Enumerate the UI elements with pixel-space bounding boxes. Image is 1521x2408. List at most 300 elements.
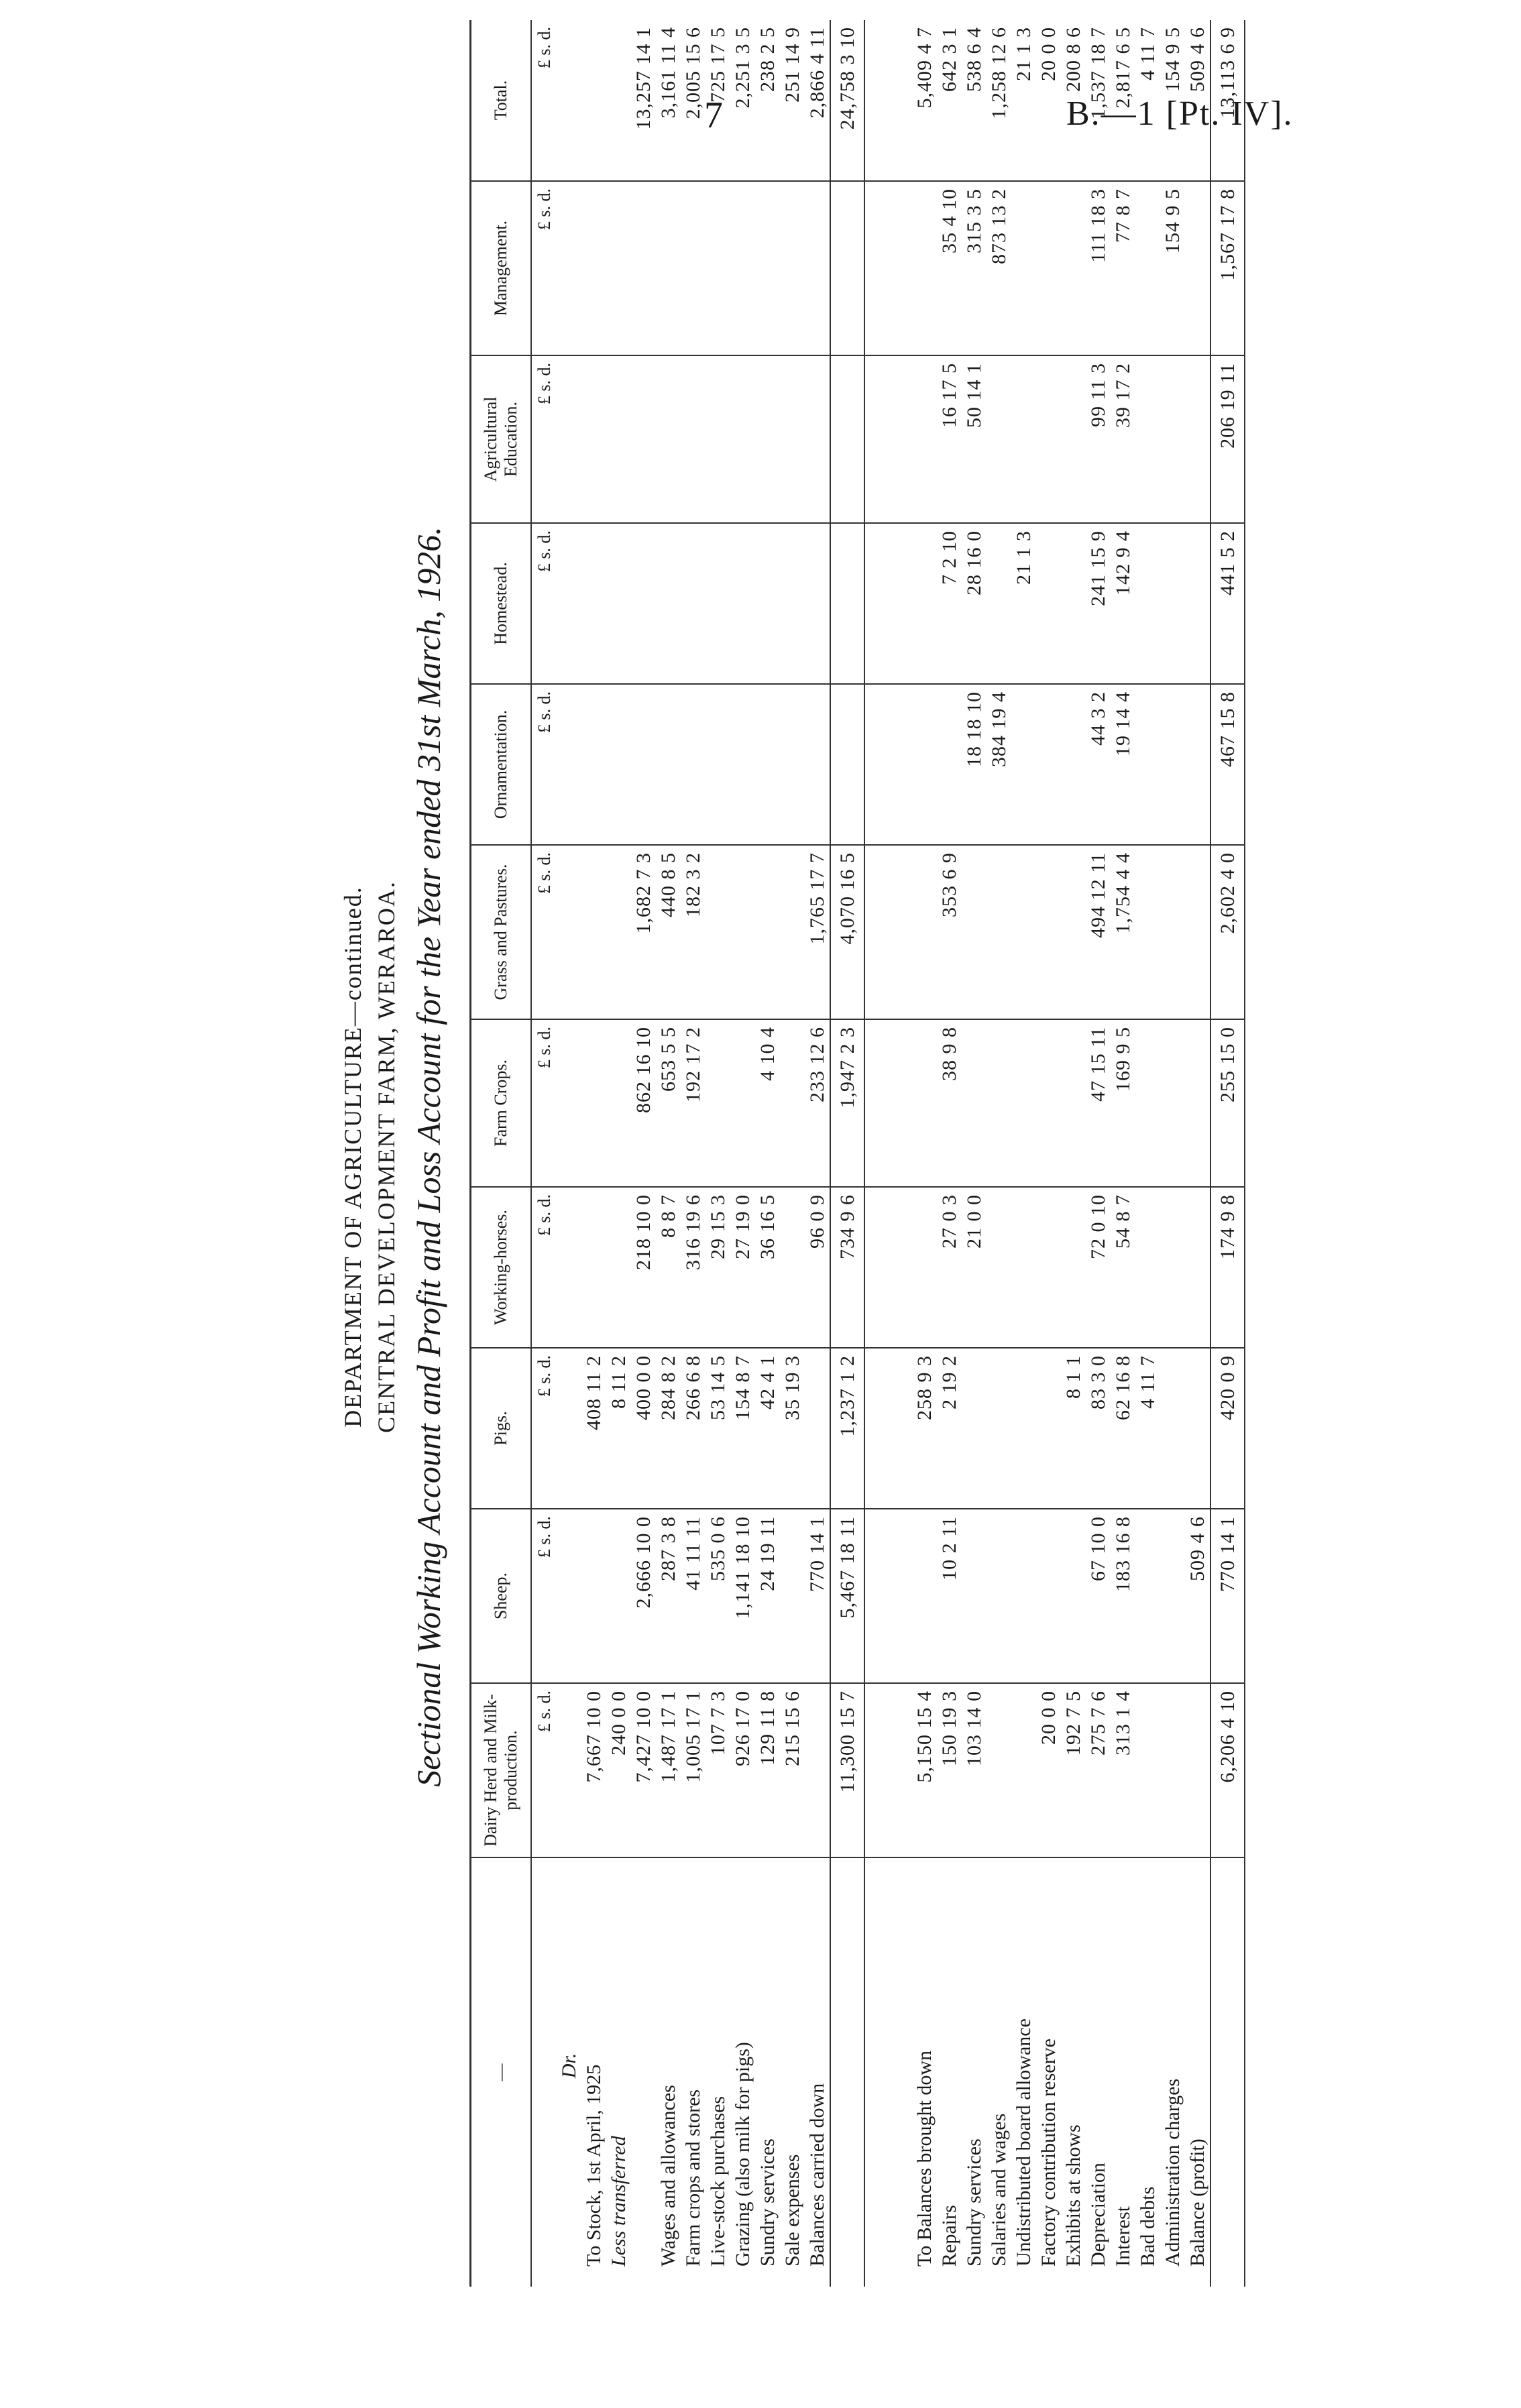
amount-cell xyxy=(1160,1019,1185,1187)
currency-units: £ s. d. xyxy=(531,845,557,1019)
currency-units: £ s. d. xyxy=(531,1187,557,1348)
amount-cell: 8 8 7 xyxy=(656,1187,681,1348)
empty-cell xyxy=(557,845,581,1019)
amount-cell xyxy=(1011,684,1036,845)
amount-cell xyxy=(912,355,937,523)
amount-cell: 50 14 1 xyxy=(962,355,987,523)
table-row xyxy=(681,20,706,2287)
amount-cell xyxy=(912,684,937,845)
amount-cell xyxy=(780,1187,805,1348)
amount-cell xyxy=(606,1019,631,1187)
amount-cell xyxy=(730,1019,755,1187)
amount-cell xyxy=(706,845,730,1019)
amount-cell xyxy=(581,1509,606,1683)
amount-cell xyxy=(1061,1187,1086,1348)
spacer-cell xyxy=(864,1019,912,1187)
amount-cell xyxy=(780,523,805,684)
amount-cell xyxy=(987,1509,1011,1683)
amount-cell: 2,866 4 11 xyxy=(805,20,830,181)
total-row xyxy=(1210,20,1245,2287)
table-row xyxy=(780,20,805,2287)
amount-cell xyxy=(1185,684,1210,845)
amount-cell xyxy=(706,523,730,684)
amount-cell xyxy=(1135,1509,1160,1683)
amount-cell: 3,161 11 4 xyxy=(656,20,681,181)
amount-cell xyxy=(1160,1683,1185,1857)
amount-cell xyxy=(606,523,631,684)
dr-label-cell xyxy=(557,1857,581,2287)
amount-cell: 169 9 5 xyxy=(1111,1019,1135,1187)
currency-units: £ s. d. xyxy=(531,355,557,523)
amount-cell: 41 11 11 xyxy=(681,1509,706,1683)
empty-cell xyxy=(557,20,581,181)
column-header: Total. xyxy=(471,20,532,181)
row-label: Less transferred xyxy=(608,2136,630,2267)
amount-cell xyxy=(1135,181,1160,355)
amount-cell: 408 11 2 xyxy=(581,1348,606,1509)
amount-cell: 42 4 1 xyxy=(755,1348,780,1509)
amount-cell xyxy=(1036,845,1061,1019)
currency-units-row xyxy=(531,20,557,2287)
amount-cell: 103 14 0 xyxy=(962,1683,987,1857)
amount-cell xyxy=(987,1348,1011,1509)
amount-cell: 150 19 3 xyxy=(937,1683,962,1857)
amount-cell: 53 14 5 xyxy=(706,1348,730,1509)
amount-cell: 67 10 0 xyxy=(1086,1509,1111,1683)
table-row xyxy=(656,20,681,2287)
row-label: To Stock, 1st April, 1925 xyxy=(583,2064,605,2267)
amount-cell xyxy=(780,1509,805,1683)
amount-cell xyxy=(1061,1509,1086,1683)
amount-cell xyxy=(1011,181,1036,355)
amount-cell xyxy=(1011,845,1036,1019)
amount-cell: 509 4 6 xyxy=(1185,1509,1210,1683)
empty-cell xyxy=(557,1348,581,1509)
table-row xyxy=(1135,20,1160,2287)
total-amount-cell: 1,237 1 2 xyxy=(830,1348,864,1509)
amount-cell: 538 6 4 xyxy=(962,20,987,181)
amount-cell xyxy=(755,355,780,523)
amount-cell: 535 0 6 xyxy=(706,1509,730,1683)
amount-cell: 192 17 2 xyxy=(681,1019,706,1187)
amount-cell xyxy=(912,1019,937,1187)
spacer-cell xyxy=(864,1187,912,1348)
row-label: Farm crops and stores xyxy=(682,2089,704,2267)
amount-cell xyxy=(962,1348,987,1509)
amount-cell: 1,141 18 10 xyxy=(730,1509,755,1683)
amount-cell: 240 0 0 xyxy=(606,1683,631,1857)
amount-cell xyxy=(1036,684,1061,845)
amount-cell xyxy=(1185,845,1210,1019)
amount-cell xyxy=(581,1019,606,1187)
amount-cell: 99 11 3 xyxy=(1086,355,1111,523)
amount-cell xyxy=(805,523,830,684)
amount-cell: 154 9 5 xyxy=(1160,181,1185,355)
amount-cell: 275 7 6 xyxy=(1086,1683,1111,1857)
spacer-cell xyxy=(864,181,912,355)
row-label: Depreciation xyxy=(1087,2163,1109,2267)
amount-cell xyxy=(1185,181,1210,355)
amount-cell: 7,427 10 0 xyxy=(631,1683,656,1857)
amount-cell: 182 3 2 xyxy=(681,845,706,1019)
row-label: To Balances brought down xyxy=(913,2050,936,2267)
amount-cell: 2,251 3 5 xyxy=(730,20,755,181)
amount-cell xyxy=(1160,1187,1185,1348)
amount-cell xyxy=(1011,355,1036,523)
amount-cell xyxy=(805,1348,830,1509)
empty-cell xyxy=(557,1187,581,1348)
amount-cell: 39 17 2 xyxy=(1111,355,1135,523)
amount-cell: 1,537 18 7 xyxy=(1086,20,1111,181)
amount-cell xyxy=(987,1187,1011,1348)
dr-label-row xyxy=(557,20,581,2287)
table-row xyxy=(962,20,987,2287)
amount-cell: 5,409 4 7 xyxy=(912,20,937,181)
currency-units: £ s. d. xyxy=(531,684,557,845)
amount-cell xyxy=(1036,181,1061,355)
amount-cell: 4 11 7 xyxy=(1135,20,1160,181)
amount-cell xyxy=(1160,1509,1185,1683)
total-label-spacer xyxy=(830,1857,864,2287)
amount-cell: 653 5 5 xyxy=(656,1019,681,1187)
row-label xyxy=(631,1857,656,2287)
total-amount-cell: 2,602 4 0 xyxy=(1210,845,1245,1019)
amount-cell xyxy=(1036,1509,1061,1683)
amount-cell xyxy=(681,181,706,355)
rotated-page-content xyxy=(315,0,1521,2313)
amount-cell xyxy=(805,355,830,523)
total-amount-cell: 5,467 18 11 xyxy=(830,1509,864,1683)
amount-cell xyxy=(656,181,681,355)
amount-cell xyxy=(780,181,805,355)
total-label-spacer xyxy=(1210,1857,1245,2287)
amount-cell xyxy=(1185,523,1210,684)
amount-cell xyxy=(755,523,780,684)
amount-cell xyxy=(706,1019,730,1187)
amount-cell: 251 14 9 xyxy=(780,20,805,181)
currency-units: £ s. d. xyxy=(531,181,557,355)
amount-cell xyxy=(606,355,631,523)
amount-cell xyxy=(1061,684,1086,845)
amount-cell xyxy=(706,355,730,523)
amount-cell xyxy=(1135,523,1160,684)
column-header: — xyxy=(471,1857,532,2287)
row-label: Live-stock purchases xyxy=(707,2096,729,2267)
amount-cell xyxy=(987,1019,1011,1187)
amount-cell xyxy=(1135,684,1160,845)
amount-cell xyxy=(1185,355,1210,523)
total-amount-cell: 11,300 15 7 xyxy=(830,1683,864,1857)
table-row xyxy=(937,20,962,2287)
amount-cell: 20 0 0 xyxy=(1036,20,1061,181)
amount-cell: 400 0 0 xyxy=(631,1348,656,1509)
amount-cell: 28 16 0 xyxy=(962,523,987,684)
amount-cell xyxy=(1160,355,1185,523)
amount-cell: 35 19 3 xyxy=(780,1348,805,1509)
amount-cell: 862 16 10 xyxy=(631,1019,656,1187)
currency-units: £ s. d. xyxy=(531,1348,557,1509)
amount-cell xyxy=(1011,1509,1036,1683)
amount-cell: 21 0 0 xyxy=(962,1187,987,1348)
dr-label: Dr. xyxy=(558,2053,580,2079)
spacer-cell xyxy=(864,1857,912,2287)
document-reference: B.—1 [Pt. IV]. xyxy=(1066,95,1294,133)
amount-cell xyxy=(1160,523,1185,684)
amount-cell xyxy=(805,181,830,355)
amount-cell xyxy=(962,845,987,1019)
amount-cell xyxy=(780,1019,805,1187)
table-row xyxy=(606,20,631,2287)
amount-cell: 2,005 15 6 xyxy=(681,20,706,181)
amount-cell: 642 3 1 xyxy=(937,20,962,181)
amount-cell xyxy=(912,845,937,1019)
table-row xyxy=(1111,20,1135,2287)
amount-cell: 96 0 9 xyxy=(805,1187,830,1348)
spacer-cell xyxy=(864,845,912,1019)
amount-cell: 200 8 6 xyxy=(1061,20,1086,181)
amount-cell: 284 8 2 xyxy=(656,1348,681,1509)
row-label: Grazing (also milk for pigs) xyxy=(732,2042,754,2267)
amount-cell: 62 16 8 xyxy=(1111,1348,1135,1509)
amount-cell xyxy=(1036,1348,1061,1509)
amount-cell: 27 19 0 xyxy=(730,1187,755,1348)
amount-cell: 315 3 5 xyxy=(962,181,987,355)
empty-cell xyxy=(557,181,581,355)
amount-cell: 142 9 4 xyxy=(1111,523,1135,684)
amount-cell xyxy=(987,1683,1011,1857)
empty-cell xyxy=(557,523,581,684)
amount-cell: 72 0 10 xyxy=(1086,1187,1111,1348)
amount-cell xyxy=(987,523,1011,684)
total-amount-cell xyxy=(830,523,864,684)
amount-cell xyxy=(606,1187,631,1348)
amount-cell: 21 1 3 xyxy=(1011,523,1036,684)
total-amount-cell: 255 15 0 xyxy=(1210,1019,1245,1187)
column-header: Homestead. xyxy=(471,523,532,684)
amount-cell xyxy=(581,523,606,684)
amount-cell: 384 19 4 xyxy=(987,684,1011,845)
amount-cell: 154 9 5 xyxy=(1160,20,1185,181)
farm-title: CENTRAL DEVELOPMENT FARM, WERAROA. xyxy=(373,880,400,1433)
units-spacer xyxy=(531,1857,557,2287)
total-amount-cell: 13,113 6 9 xyxy=(1210,20,1245,181)
total-amount-cell: 420 0 9 xyxy=(1210,1348,1245,1509)
amount-cell xyxy=(1011,1683,1036,1857)
amount-cell xyxy=(1135,1019,1160,1187)
amount-cell xyxy=(1135,1683,1160,1857)
amount-cell: 770 14 1 xyxy=(805,1509,830,1683)
total-amount-cell: 467 15 8 xyxy=(1210,684,1245,845)
row-label: Wages and allowances xyxy=(657,2085,679,2267)
row-label: Balance (profit) xyxy=(1186,2138,1208,2267)
column-header: Sheep. xyxy=(471,1509,532,1683)
amount-cell xyxy=(730,181,755,355)
amount-cell xyxy=(805,684,830,845)
amount-cell xyxy=(681,684,706,845)
amount-cell: 8 11 2 xyxy=(606,1348,631,1509)
amount-cell: 2,666 10 0 xyxy=(631,1509,656,1683)
amount-cell xyxy=(1011,1187,1036,1348)
amount-cell: 154 8 7 xyxy=(730,1348,755,1509)
amount-cell: 19 14 4 xyxy=(1111,684,1135,845)
amount-cell: 24 19 11 xyxy=(755,1509,780,1683)
empty-cell xyxy=(557,1019,581,1187)
row-label: Exhibits at shows xyxy=(1062,2124,1084,2267)
amount-cell: 107 7 3 xyxy=(706,1683,730,1857)
amount-cell: 1,487 17 1 xyxy=(656,1683,681,1857)
spacer-row xyxy=(864,20,912,2287)
department-title: DEPARTMENT OF AGRICULTURE—continued. xyxy=(339,886,366,1428)
amount-cell xyxy=(730,845,755,1019)
amount-cell xyxy=(581,355,606,523)
amount-cell xyxy=(912,1187,937,1348)
amount-cell xyxy=(1061,845,1086,1019)
amount-cell xyxy=(987,355,1011,523)
row-label: Interest xyxy=(1112,2206,1134,2267)
amount-cell xyxy=(606,684,631,845)
column-header: Agricultural Education. xyxy=(471,355,532,523)
amount-cell: 2 19 2 xyxy=(937,1348,962,1509)
total-amount-cell: 24,758 3 10 xyxy=(830,20,864,181)
total-amount-cell xyxy=(830,181,864,355)
table-row xyxy=(730,20,755,2287)
amount-cell xyxy=(1185,1187,1210,1348)
amount-cell: 129 11 8 xyxy=(755,1683,780,1857)
spacer-cell xyxy=(864,684,912,845)
total-amount-cell: 1,947 2 3 xyxy=(830,1019,864,1187)
column-header: Pigs. xyxy=(471,1348,532,1509)
spacer-cell xyxy=(864,1683,912,1857)
amount-cell xyxy=(631,181,656,355)
empty-cell xyxy=(557,355,581,523)
empty-cell xyxy=(557,684,581,845)
row-label: Sundry services xyxy=(963,2138,985,2267)
row-label: Balances carried down xyxy=(806,2083,828,2267)
amount-cell: 258 9 3 xyxy=(912,1348,937,1509)
amount-cell: 287 3 8 xyxy=(656,1509,681,1683)
amount-cell xyxy=(1185,1348,1210,1509)
spacer-cell xyxy=(864,355,912,523)
amount-cell: 8 1 1 xyxy=(1061,1348,1086,1509)
amount-cell xyxy=(1061,523,1086,684)
amount-cell xyxy=(1036,355,1061,523)
total-amount-cell: 1,567 17 8 xyxy=(1210,181,1245,355)
amount-cell: 83 3 0 xyxy=(1086,1348,1111,1509)
currency-units: £ s. d. xyxy=(531,1019,557,1187)
amount-cell: 509 4 6 xyxy=(1185,20,1210,181)
amount-cell: 215 15 6 xyxy=(780,1683,805,1857)
table-row xyxy=(1185,20,1210,2287)
amount-cell xyxy=(912,181,937,355)
amount-cell: 183 16 8 xyxy=(1111,1509,1135,1683)
amount-cell xyxy=(606,845,631,1019)
table-row xyxy=(755,20,780,2287)
currency-units: £ s. d. xyxy=(531,20,557,181)
amount-cell: 4 11 7 xyxy=(1135,1348,1160,1509)
amount-cell xyxy=(681,355,706,523)
table-row xyxy=(1061,20,1086,2287)
amount-cell xyxy=(581,20,606,181)
column-header: Farm Crops. xyxy=(471,1019,532,1187)
page-number: 7 xyxy=(704,95,723,136)
amount-cell xyxy=(912,1509,937,1683)
amount-cell xyxy=(1011,1019,1036,1187)
row-label: Administration charges xyxy=(1162,2078,1184,2267)
amount-cell: 2,817 6 5 xyxy=(1111,20,1135,181)
amount-cell: 21 1 3 xyxy=(1011,20,1036,181)
empty-cell xyxy=(557,1683,581,1857)
row-label: Sundry services xyxy=(756,2138,779,2267)
amount-cell: 926 17 0 xyxy=(730,1683,755,1857)
amount-cell xyxy=(1160,845,1185,1019)
amount-cell xyxy=(656,523,681,684)
table-row xyxy=(912,20,937,2287)
amount-cell: 47 15 11 xyxy=(1086,1019,1111,1187)
amount-cell: 1,005 17 1 xyxy=(681,1683,706,1857)
table-row xyxy=(987,20,1011,2287)
amount-cell xyxy=(581,181,606,355)
amount-cell xyxy=(581,845,606,1019)
total-amount-cell: 770 14 1 xyxy=(1210,1509,1245,1683)
row-label: Repairs xyxy=(938,2205,960,2267)
amount-cell xyxy=(1036,1019,1061,1187)
amount-cell: 7 2 10 xyxy=(937,523,962,684)
amount-cell: 7,667 10 0 xyxy=(581,1683,606,1857)
amount-cell: 873 13 2 xyxy=(987,181,1011,355)
amount-cell xyxy=(755,181,780,355)
amount-cell xyxy=(780,684,805,845)
amount-cell xyxy=(1185,1683,1210,1857)
amount-cell xyxy=(962,1019,987,1187)
amount-cell xyxy=(1061,355,1086,523)
amount-cell xyxy=(730,355,755,523)
row-label: Undistributed board allowance xyxy=(1013,2018,1035,2267)
column-header: Grass and Pastures. xyxy=(471,845,532,1019)
amount-cell: 266 6 8 xyxy=(681,1348,706,1509)
amount-cell xyxy=(730,684,755,845)
amount-cell xyxy=(1160,684,1185,845)
amount-cell xyxy=(1135,1187,1160,1348)
amount-cell: 1,765 17 7 xyxy=(805,845,830,1019)
amount-cell xyxy=(1061,181,1086,355)
amount-cell: 10 2 11 xyxy=(937,1509,962,1683)
amount-cell xyxy=(681,523,706,684)
amount-cell xyxy=(1036,523,1061,684)
total-amount-cell xyxy=(830,355,864,523)
amount-cell: 4 10 4 xyxy=(755,1019,780,1187)
amount-cell: 241 15 9 xyxy=(1086,523,1111,684)
account-title: Sectional Working Account and Profit and Loss Account for the Year ended 31st March, 1926. xyxy=(410,526,447,1787)
table-row xyxy=(1011,20,1036,2287)
amount-cell xyxy=(780,845,805,1019)
amount-cell xyxy=(1185,1019,1210,1187)
empty-cell xyxy=(557,1509,581,1683)
amount-cell: 218 10 0 xyxy=(631,1187,656,1348)
amount-cell: 725 17 5 xyxy=(706,20,730,181)
amount-cell: 44 3 2 xyxy=(1086,684,1111,845)
column-header: Working-horses. xyxy=(471,1187,532,1348)
currency-units: £ s. d. xyxy=(531,1509,557,1683)
amount-cell xyxy=(606,181,631,355)
amount-cell xyxy=(912,523,937,684)
table-row xyxy=(581,20,606,2287)
total-amount-cell: 441 5 2 xyxy=(1210,523,1245,684)
amount-cell xyxy=(780,355,805,523)
amount-cell xyxy=(1135,355,1160,523)
amount-cell: 316 19 6 xyxy=(681,1187,706,1348)
amount-cell: 54 8 7 xyxy=(1111,1187,1135,1348)
amount-cell: 13,257 14 1 xyxy=(631,20,656,181)
